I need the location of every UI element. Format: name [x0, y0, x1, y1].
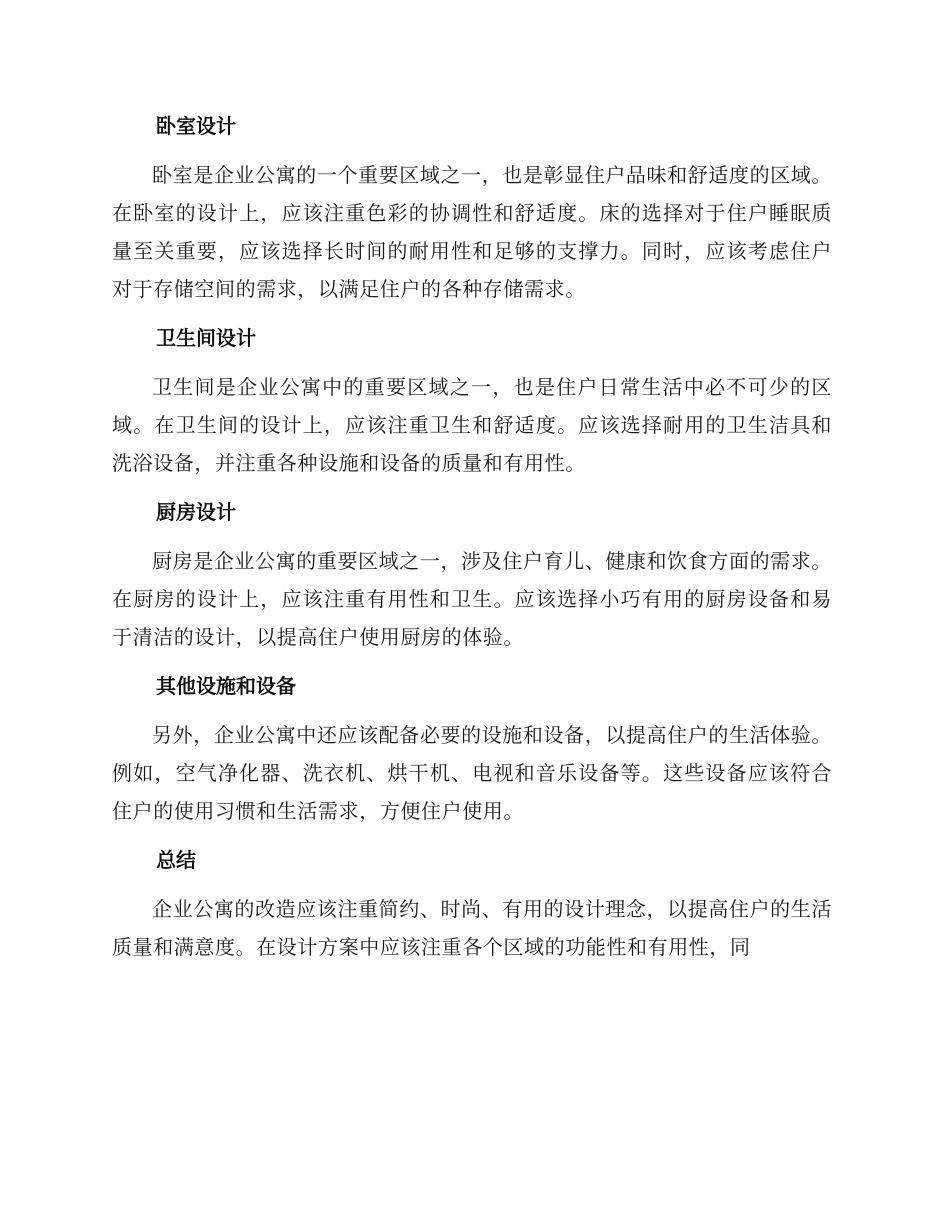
- section-kitchen: [112, 494, 832, 656]
- section-other-facilities: [112, 668, 832, 830]
- section-heading: 总结: [156, 848, 196, 872]
- document-content: [112, 108, 832, 978]
- section-bathroom: [112, 320, 832, 482]
- section-heading: 卫生间设计: [156, 326, 256, 350]
- section-summary: [112, 842, 832, 966]
- section-paragraph: 企业公寓的改造应该注重简约、时尚、有用的设计理念，以提高住户的生活质量和满意度。在设计方案中应该注重各个区域的功能性和有用性，同: [112, 897, 832, 959]
- section-paragraph: 卫生间是企业公寓中的重要区域之一，也是住户日常生活中必不可少的区域。在卫生间的设计上，应该注重卫生和舒适度。应该选择耐用的卫生洁具和洗浴设备，并注重各种设施和设备的质量和有用性。: [112, 375, 832, 475]
- section-paragraph: 另外，企业公寓中还应该配备必要的设施和设备，以提高住户的生活体验。例如，空气净化器、洗衣机、烘干机、电视和音乐设备等。这些设备应该符合住户的使用习惯和生活需求，方便住户使用。: [112, 723, 832, 823]
- section-heading: 其他设施和设备: [156, 674, 296, 698]
- section-paragraph: 卧室是企业公寓的一个重要区域之一，也是彰显住户品味和舒适度的区域。在卧室的设计上，应该注重色彩的协调性和舒适度。床的选择对于住户睡眠质量至关重要，应该选择长时间的耐用性和足够的支撑力。同时，应该考虑住户对于存储空间的需求，以满足住户的各种存储需求。: [112, 163, 832, 301]
- section-bedroom: [112, 108, 832, 308]
- section-heading: 卧室设计: [156, 114, 236, 138]
- section-paragraph: 厨房是企业公寓的重要区域之一，涉及住户育儿、健康和饮食方面的需求。在厨房的设计上，应该注重有用性和卫生。应该选择小巧有用的厨房设备和易于清洁的设计，以提高住户使用厨房的体验。: [112, 549, 832, 649]
- section-heading: 厨房设计: [156, 500, 236, 524]
